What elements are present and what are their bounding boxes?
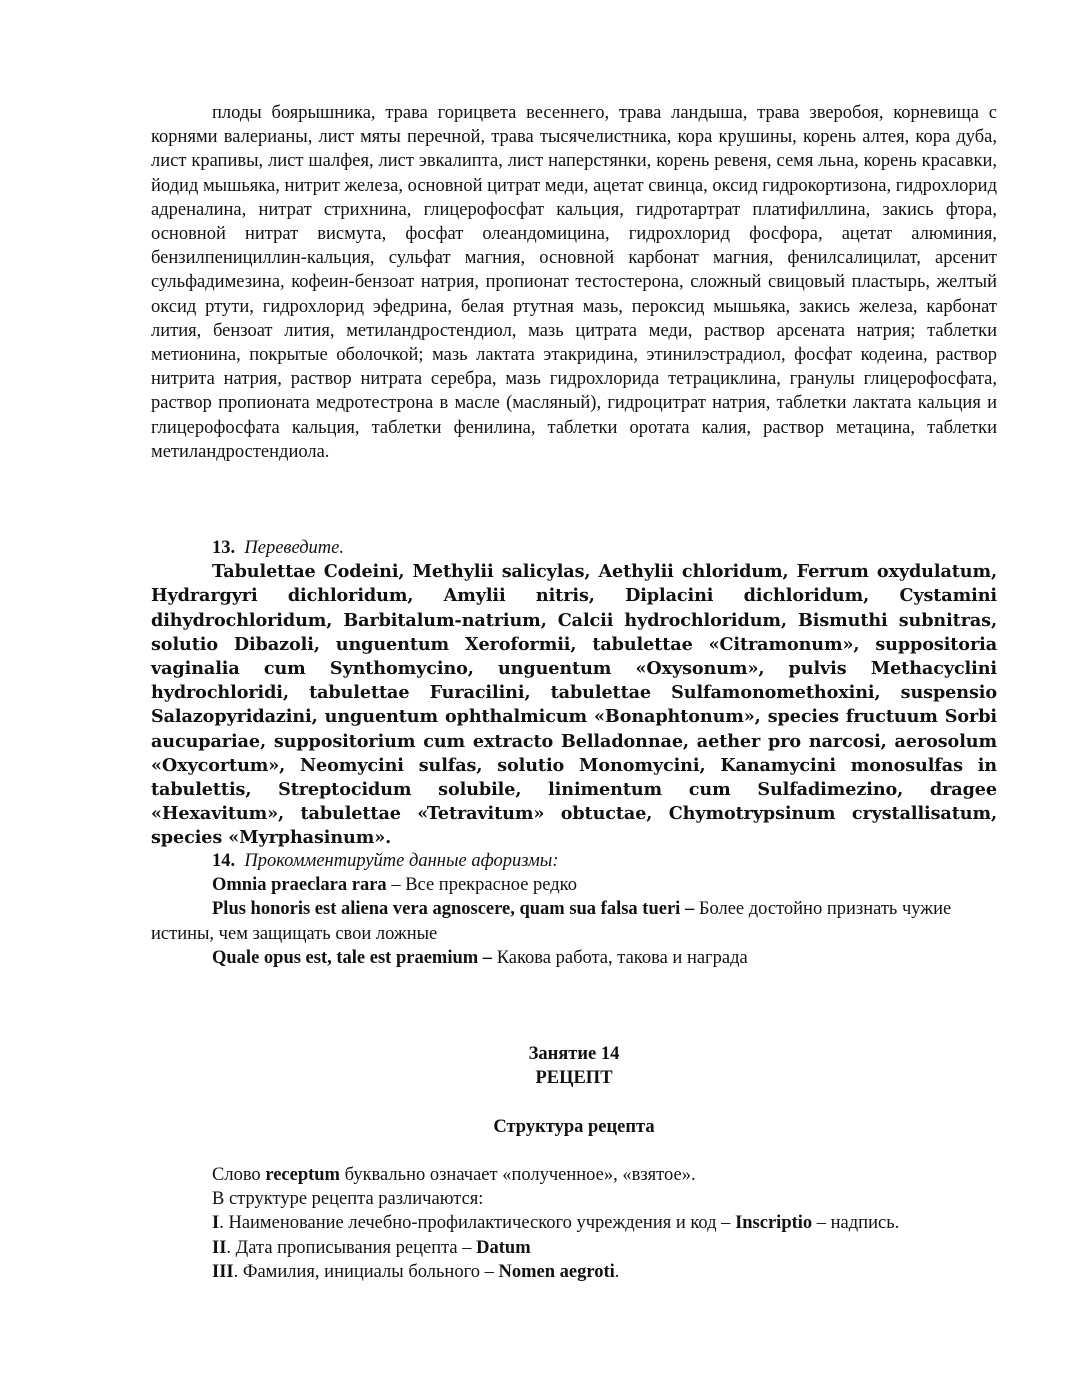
item-1-num: I <box>212 1213 220 1234</box>
structure-item-1 <box>151 1211 997 1235</box>
item-3-num: III <box>212 1261 234 1282</box>
exercise-14-task: Прокомментируйте данные афоризмы: <box>244 851 559 871</box>
aphorism-1-translation: – Все прекрасное редко <box>386 875 577 896</box>
exercise-13-heading <box>151 536 997 560</box>
aphorism-2-translation: Более достойно признать чужие истины, чем защищать свои ложные <box>151 899 952 944</box>
item-3-tail: . <box>614 1261 620 1282</box>
exercise-14-number: 14. <box>212 851 236 871</box>
term-receptum: receptum <box>265 1165 340 1185</box>
exercise-14-heading <box>151 849 997 873</box>
aphorism-3-latin: Quale opus est, tale est praemium – <box>212 947 493 968</box>
item-1-term: Inscriptio <box>735 1213 813 1234</box>
item-1-tail: – надпись. <box>812 1213 900 1234</box>
exercise-13-number: 13. <box>212 538 236 558</box>
aphorism-3 <box>151 946 997 970</box>
aphorism-2-latin: Plus honoris est aliena vera agnoscere, quam sua falsa tueri – <box>212 899 695 920</box>
aphorism-3-translation: Какова работа, такова и награда <box>492 947 748 968</box>
item-1-text: . Наименование лечебно-профилактического учреждения и код – <box>219 1213 736 1234</box>
lesson-title: РЕЦЕПТ <box>535 1068 613 1089</box>
aphorism-1 <box>151 873 997 897</box>
item-2-text: . Дата прописывания рецепта – <box>226 1237 477 1258</box>
exercise-13-latin-text: Tabulettae Codeini, Methylii salicylas, Aethylii chloridum, Ferrum oxydulatum, Hydrargyri dichloridum, Amylii nitris, Diplacini dichloridum, Cystamini dihydrochloridum, Barbitalum-natrium, Calcii hydrochloridum, Bismuthi subnitras, solutio Dibazoli, unguentum Xeroformii, tabulettae «Citramonum», suppositoria vaginalia cum Synthomycino, unguentum «Oxysonum», pulvis Methacyclini hydrochloridi, tabulettae Furacilini, tabulettae Sulfamonomethoxini, suspensio Salazopyridazini, unguentum ophthalmicum «Bonaphtonum», species fructuum Sorbi aucupariae, suppositorium cum extracto Belladonnae, aether pro narcosi, aerosolum «Oxycortum», Neomycini sulfas, solutio Monomycini, Kanamycini monosulfas in tabulettis, Streptocidum solubile, linimentum cum Sulfadimezino, dragee «Hexavitum», tabulettae «Tetravitum» obtuctae, Chymotrypsinum crystallisatum, species «Myrphasinum». <box>151 561 997 849</box>
item-2-term: Datum <box>476 1237 531 1258</box>
body-line-1-pre: Слово <box>212 1165 266 1185</box>
item-3-text: . Фамилия, инициалы больного – <box>233 1261 499 1282</box>
lesson-number: Занятие 14 <box>528 1044 620 1064</box>
body-line-2: В структуре рецепта различаются: <box>212 1189 484 1210</box>
recipe-structure-body <box>151 1163 997 1284</box>
item-2-num: II <box>212 1237 227 1258</box>
medicines-list-paragraph: плоды боярышника, трава горицвета весеннего, трава ландыша, трава зверобоя, корневища с корнями валерианы, лист мяты перечной, трава тысячелистника, кора крушины, корень алтея, кора дуба, лист крапивы, лист шалфея, лист эвкалипта, лист наперстянки, корень ревеня, семя льна, корень красавки, йодид мышьяка, нитрит железа, основной цитрат меди, ацетат свинца, оксид гидрокортизона, гидрохлорид адреналина, нитрат стрихнина, глицерофосфат кальция, гидротартрат платифиллина, закись фтора, основной нитрат висмута, фосфат олеандомицина, гидрохлорид фосфора, ацетат алюминия, бензилпенициллин-кальция, сульфат магния, основной карбонат магния, фенилсалицилат, арсенит сульфадимезина, кофеин-бензоат натрия, пропионат тестостерона, сложный свицовый пластырь, желтый оксид ртути, гидрохлорид эфедрина, белая ртутная мазь, пероксид мышьяка, закись железа, карбонат лития, бензоат лития, метиландростендиол, мазь цитрата меди, раствор арсената натрия; таблетки метионина, покрытые оболочкой; мазь лактата этакридина, этинилэстрадиол, фосфат кодеина, раствор нитрита натрия, раствор нитрата серебра, мазь гидрохлорида тетрациклина, гранулы глицерофосфата, раствор пропионата медротестрона в масле (масляный), гидроцитрат натрия, таблетки лактата кальция и глицерофосфата кальция, таблетки фенилина, таблетки оротата калия, раствор метацина, таблетки метиландростендиола. <box>151 103 997 462</box>
aphorism-2 <box>151 897 997 945</box>
exercise-14 <box>151 849 997 970</box>
body-line-1 <box>151 1163 997 1187</box>
item-3-term: Nomen aegroti <box>498 1261 615 1282</box>
exercise-13-task: Переведите. <box>244 538 344 558</box>
structure-item-3 <box>151 1260 997 1284</box>
lesson-heading <box>151 1042 997 1090</box>
body-line-1-post: буквально означает «полученное», «взятое». <box>339 1165 696 1185</box>
section-title: Структура рецепта <box>493 1117 655 1137</box>
medicines-list-block <box>151 101 997 464</box>
structure-item-2 <box>151 1236 997 1260</box>
exercise-13 <box>151 536 997 851</box>
aphorism-1-latin: Omnia praeclara rara <box>212 875 387 896</box>
section-heading-block <box>151 1115 997 1139</box>
